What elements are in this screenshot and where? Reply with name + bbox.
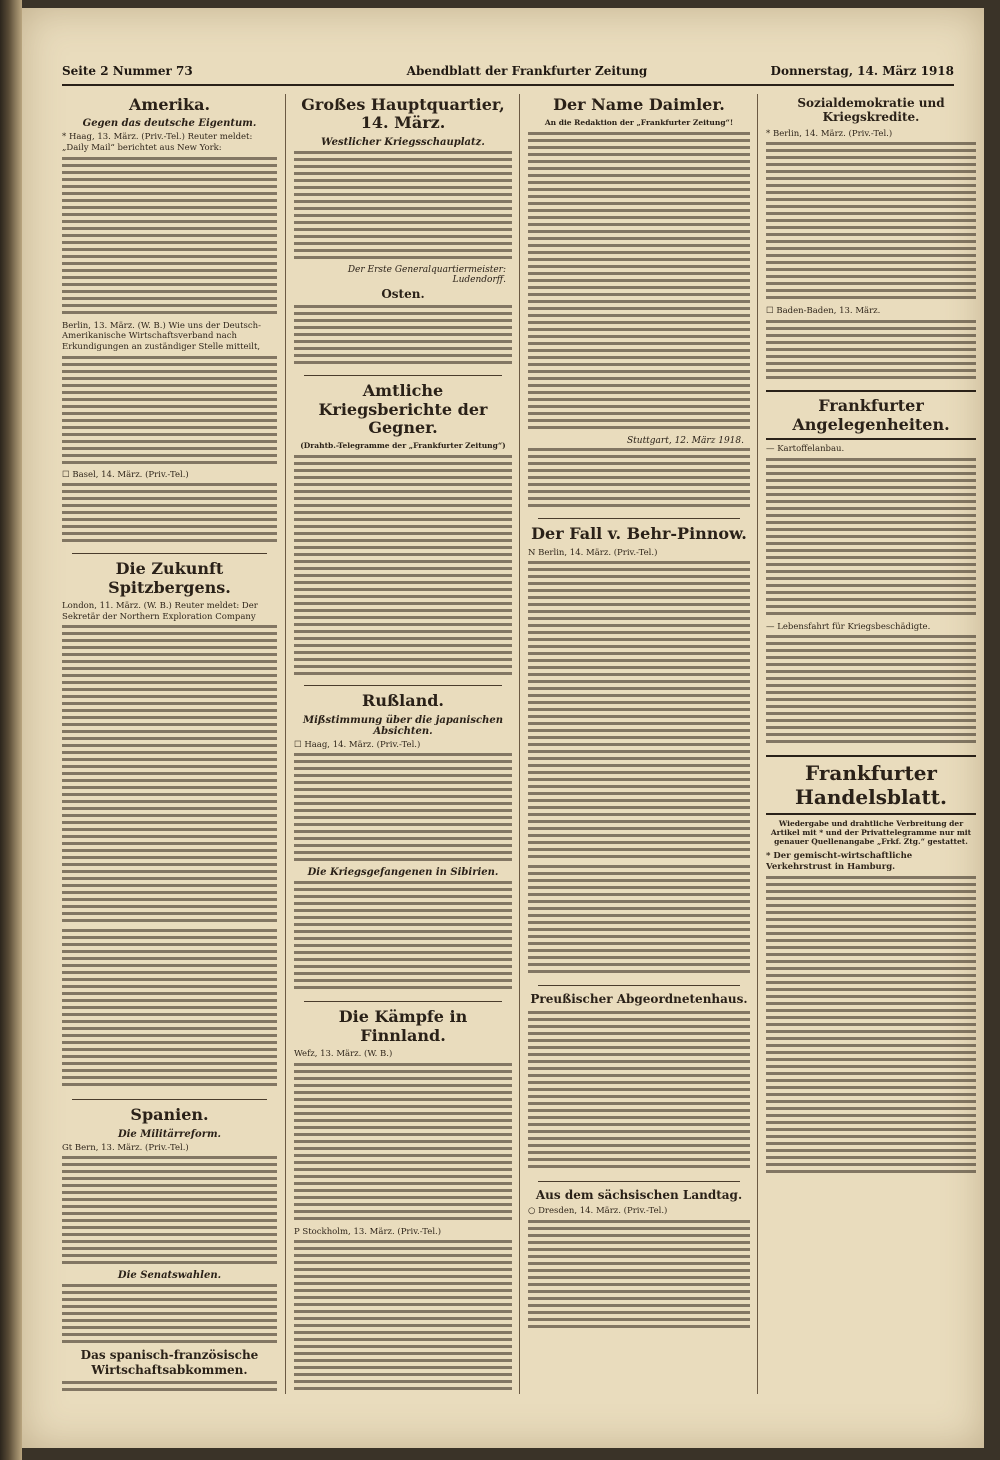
article-heading: Die Kämpfe in Finnland. <box>338 1007 468 1045</box>
section-handelsblatt <box>766 755 976 1175</box>
section-frankfurter-angelegenheiten <box>766 390 976 745</box>
divider <box>304 1001 502 1002</box>
body-text-block <box>62 625 277 925</box>
article-note: An die Redaktion der „Frankfurter Zeitung“! <box>544 118 734 128</box>
body-text-block <box>528 1011 750 1171</box>
body-text-block <box>766 142 976 302</box>
article-russland <box>294 692 512 991</box>
article-heading: Rußland. <box>362 691 444 711</box>
dateline: ☐ Basel, 14. März. (Priv.-Tel.) <box>62 469 189 480</box>
article-abgeordnetenhaus <box>528 992 750 1170</box>
body-text-block <box>766 876 976 1176</box>
section-note: Wiedergabe und drahtliche Verbreitung der Artikel mit * und der Privattelegramme nur mit genauer Quellenangabe „Frkf. Ztg.“ gestattet. <box>770 819 972 847</box>
article-heading: Die Zukunft Spitzbergens. <box>108 559 231 597</box>
dateline: Berlin, 13. März. (W. B.) Wie uns der Deutsch-Amerikanische Wirtschaftsverband nach Erkundigungen an zuständiger Stelle mitteilt, <box>62 320 262 352</box>
article-landtag <box>528 1188 750 1330</box>
section-heading: Frankfurter Handelsblatt. <box>766 755 976 815</box>
body-text-block <box>528 561 750 861</box>
body-text-block <box>528 1220 750 1330</box>
article-note: (Drahtb.-Telegramme der „Frankfurter Zeitung“) <box>300 441 506 451</box>
book-binding-edge <box>0 0 22 1460</box>
body-text-block <box>294 305 512 365</box>
article-subheading: — Lebensfahrt für Kriegsbeschädigte. <box>766 621 931 632</box>
body-text-block <box>766 635 976 745</box>
article-subheading: Westlicher Kriegsschauplatz. <box>321 136 485 148</box>
column-1 <box>62 94 277 1394</box>
divider <box>538 1181 740 1182</box>
article-heading: Preußischer Abgeordnetenhaus. <box>530 992 748 1007</box>
divider <box>72 553 267 554</box>
article-heading: Spanien. <box>130 1105 209 1125</box>
column-4 <box>766 94 976 1394</box>
body-text-block <box>766 320 976 380</box>
article-behr-pinnow <box>528 525 750 975</box>
divider <box>72 1099 267 1100</box>
body-text-block <box>528 132 750 432</box>
article-amerika <box>62 96 277 543</box>
article-heading: Aus dem sächsischen Landtag. <box>535 1187 743 1202</box>
section-heading: Frankfurter Angelegenheiten. <box>766 390 976 440</box>
article-heading: Sozialdemokratie und Kriegskredite. <box>797 96 945 125</box>
dateline: ○ Dresden, 14. März. (Priv.-Tel.) <box>528 1206 668 1217</box>
article-heading: Großes Hauptquartier, 14. März. <box>301 95 505 133</box>
body-text-block <box>294 1063 512 1223</box>
dateline: ☐ Haag, 14. März. (Priv.-Tel.) <box>294 739 421 750</box>
article-heading: Amerika. <box>128 95 211 114</box>
body-text-block <box>766 458 976 618</box>
article-subheading: * Der gemischt-wirtschaftliche Verkehrstrust in Hamburg. <box>766 851 913 872</box>
body-text-block <box>62 1284 277 1344</box>
body-text-block <box>528 865 750 975</box>
issue-date: Donnerstag, 14. März 1918 <box>770 64 954 78</box>
article-finnland <box>294 1008 512 1394</box>
body-text-block <box>294 151 512 261</box>
column-rule <box>519 94 520 1394</box>
body-text-block <box>294 455 512 675</box>
body-text-block <box>62 1381 277 1394</box>
page-number: Seite 2 Nummer 73 <box>62 64 193 78</box>
divider <box>304 685 502 686</box>
dateline: Wefz, 13. März. (W. B.) <box>294 1049 393 1060</box>
article-subheading: Mißstimmung über die japanischen Absichten. <box>303 714 503 737</box>
column-rule <box>757 94 758 1394</box>
column-2 <box>294 94 512 1394</box>
article-subheading: — Kartoffelanbau. <box>766 444 845 455</box>
divider <box>304 375 502 376</box>
newspaper-title: Abendblatt der Frankfurter Zeitung <box>406 64 648 78</box>
dateline: N Berlin, 14. März. (Priv.-Tel.) <box>528 547 658 558</box>
dateline: * Berlin, 14. März. (Priv.-Tel.) <box>766 128 893 139</box>
article-spitzbergen <box>62 560 277 1089</box>
dateline: London, 11. März. (W. B.) Reuter meldet: Der Sekretär der Northern Exploration Company <box>62 600 258 622</box>
article-spanien <box>62 1106 277 1394</box>
article-heading: Der Fall v. Behr-Pinnow. <box>531 524 747 544</box>
article-daimler <box>528 96 750 508</box>
divider <box>538 518 740 519</box>
divider <box>538 985 740 986</box>
dateline: Gt Bern, 13. März. (Priv.-Tel.) <box>62 1142 189 1153</box>
body-text-block <box>294 1240 512 1394</box>
column-3 <box>528 94 750 1394</box>
article-subheading: Die Senatswahlen. <box>117 1270 222 1282</box>
article-subheading: Osten. <box>381 286 425 301</box>
body-text-block <box>528 448 750 508</box>
body-text-block <box>62 356 277 466</box>
column-rule <box>285 94 286 1394</box>
article-subheading: Gegen das deutsche Eigentum. <box>82 118 257 130</box>
article-subheading: Die Militärreform. <box>117 1128 222 1140</box>
dateline: ☐ Baden-Baden, 13. März. <box>766 306 881 317</box>
body-text-block <box>294 753 512 863</box>
signature: Der Erste Generalquartiermeister: Ludendorff. <box>347 264 506 285</box>
body-text-block <box>62 929 277 1089</box>
body-text-block <box>62 1156 277 1266</box>
article-kriegsberichte <box>294 382 512 675</box>
body-text-block <box>62 157 277 317</box>
signature: Stuttgart, 12. März 1918. <box>626 436 744 447</box>
article-hauptquartier <box>294 96 512 365</box>
dateline: * Haag, 13. März. (Priv.-Tel.) Reuter meldet: „Daily Mail“ berichtet aus New York: <box>62 132 253 154</box>
article-heading: Amtliche Kriegsberichte der Gegner. <box>318 381 488 437</box>
article-heading: Das spanisch-französische Wirtschaftsabkommen. <box>80 1348 259 1377</box>
body-text-block <box>62 483 277 543</box>
masthead <box>62 62 954 86</box>
article-sozialdemokratie <box>766 96 976 380</box>
article-heading: Der Name Daimler. <box>553 95 725 114</box>
article-subheading: Die Kriegsgefangenen in Sibirien. <box>307 867 499 879</box>
dateline: P Stockholm, 13. März. (Priv.-Tel.) <box>294 1226 442 1237</box>
newspaper-page <box>22 8 984 1448</box>
body-text-block <box>294 881 512 991</box>
